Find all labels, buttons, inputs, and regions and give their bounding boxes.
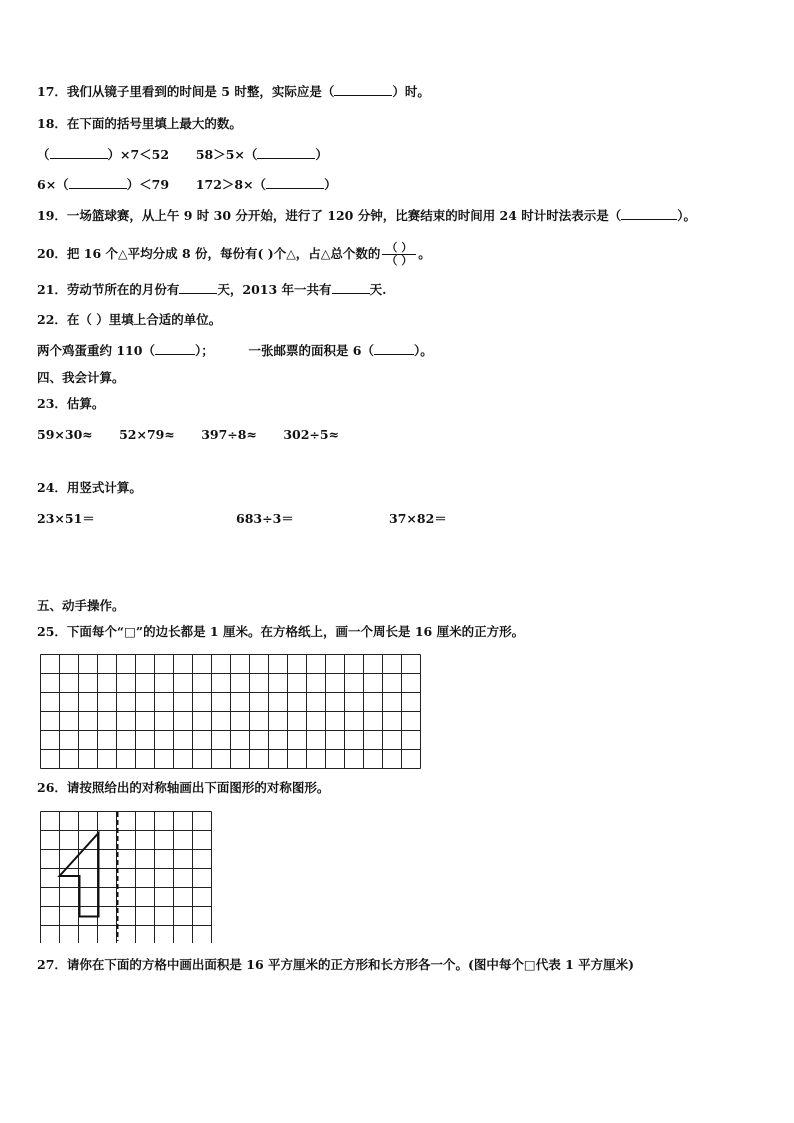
vertical-calc-3: 37×82＝: [389, 511, 447, 526]
answer-blank[interactable]: [334, 84, 392, 96]
question-18-row-2: 6×（ ）＜79 172＞8×（ ）: [37, 177, 337, 192]
answer-blank[interactable]: [257, 147, 315, 159]
question-17: 17．我们从镜子里看到的时间是 5 时整，实际应是（ ）时。: [37, 84, 430, 99]
vertical-calc-1: 23×51＝: [37, 511, 95, 526]
question-18-title: 18．在下面的括号里填上最大的数。: [37, 116, 242, 131]
question-23-items: 59×30≈ 52×79≈ 397÷8≈ 302÷5≈: [37, 427, 340, 442]
question-25: 25．下面每个“□”的边长都是 1 厘米。在方格纸上，画一个周长是 16 厘米的正方形。: [37, 624, 525, 639]
question-22-title: 22．在（ ）里填上合适的单位。: [37, 312, 222, 327]
question-20: 20．把 16 个△平均分成 8 份，每份有( )个△，占△总个数的 $\frac{( )}{( )}$ 。: [37, 241, 431, 267]
answer-blank[interactable]: [374, 343, 414, 355]
answer-blank[interactable]: [266, 177, 324, 189]
question-26: 26．请按照给出的对称轴画出下面图形的对称图形。: [37, 780, 330, 795]
grid-paper-q26[interactable]: [40, 811, 214, 943]
answer-blank[interactable]: [332, 282, 370, 294]
question-27: 27．请你在下面的方格中画出面积是 16 平方厘米的正方形和长方形各一个。(图中每个□代表 1 平方厘米): [37, 957, 635, 972]
answer-blank[interactable]: [179, 282, 217, 294]
grid-paper-q25[interactable]: [40, 654, 421, 770]
question-22-items: 两个鸡蛋重约 110（ ）； 一张邮票的面积是 6（ ）。: [37, 343, 433, 358]
question-19: 19．一场篮球赛，从上午 9 时 30 分开始，进行了 120 分钟，比赛结束的时间用 24 时计时法表示是（ ）。: [37, 208, 697, 223]
vertical-calc-2: 683÷3＝: [236, 511, 294, 526]
question-23-title: 23．估算。: [37, 396, 105, 411]
question-24-title: 24．用竖式计算。: [37, 480, 142, 495]
question-21: 21．劳动节所在的月份有 天，2013 年一共有 天.: [37, 282, 387, 297]
answer-blank[interactable]: [155, 343, 195, 355]
answer-blank[interactable]: [621, 208, 677, 220]
section-4-title: 四、我会计算。: [37, 370, 125, 385]
answer-blank[interactable]: [50, 147, 108, 159]
fraction-blank[interactable]: $\frac{( )}{( )}$: [382, 242, 416, 267]
section-5-title: 五、动手操作。: [37, 598, 125, 613]
answer-blank[interactable]: [69, 177, 127, 189]
question-18-row-1: （ ）×7＜52 58＞5×（ ）: [37, 147, 328, 162]
